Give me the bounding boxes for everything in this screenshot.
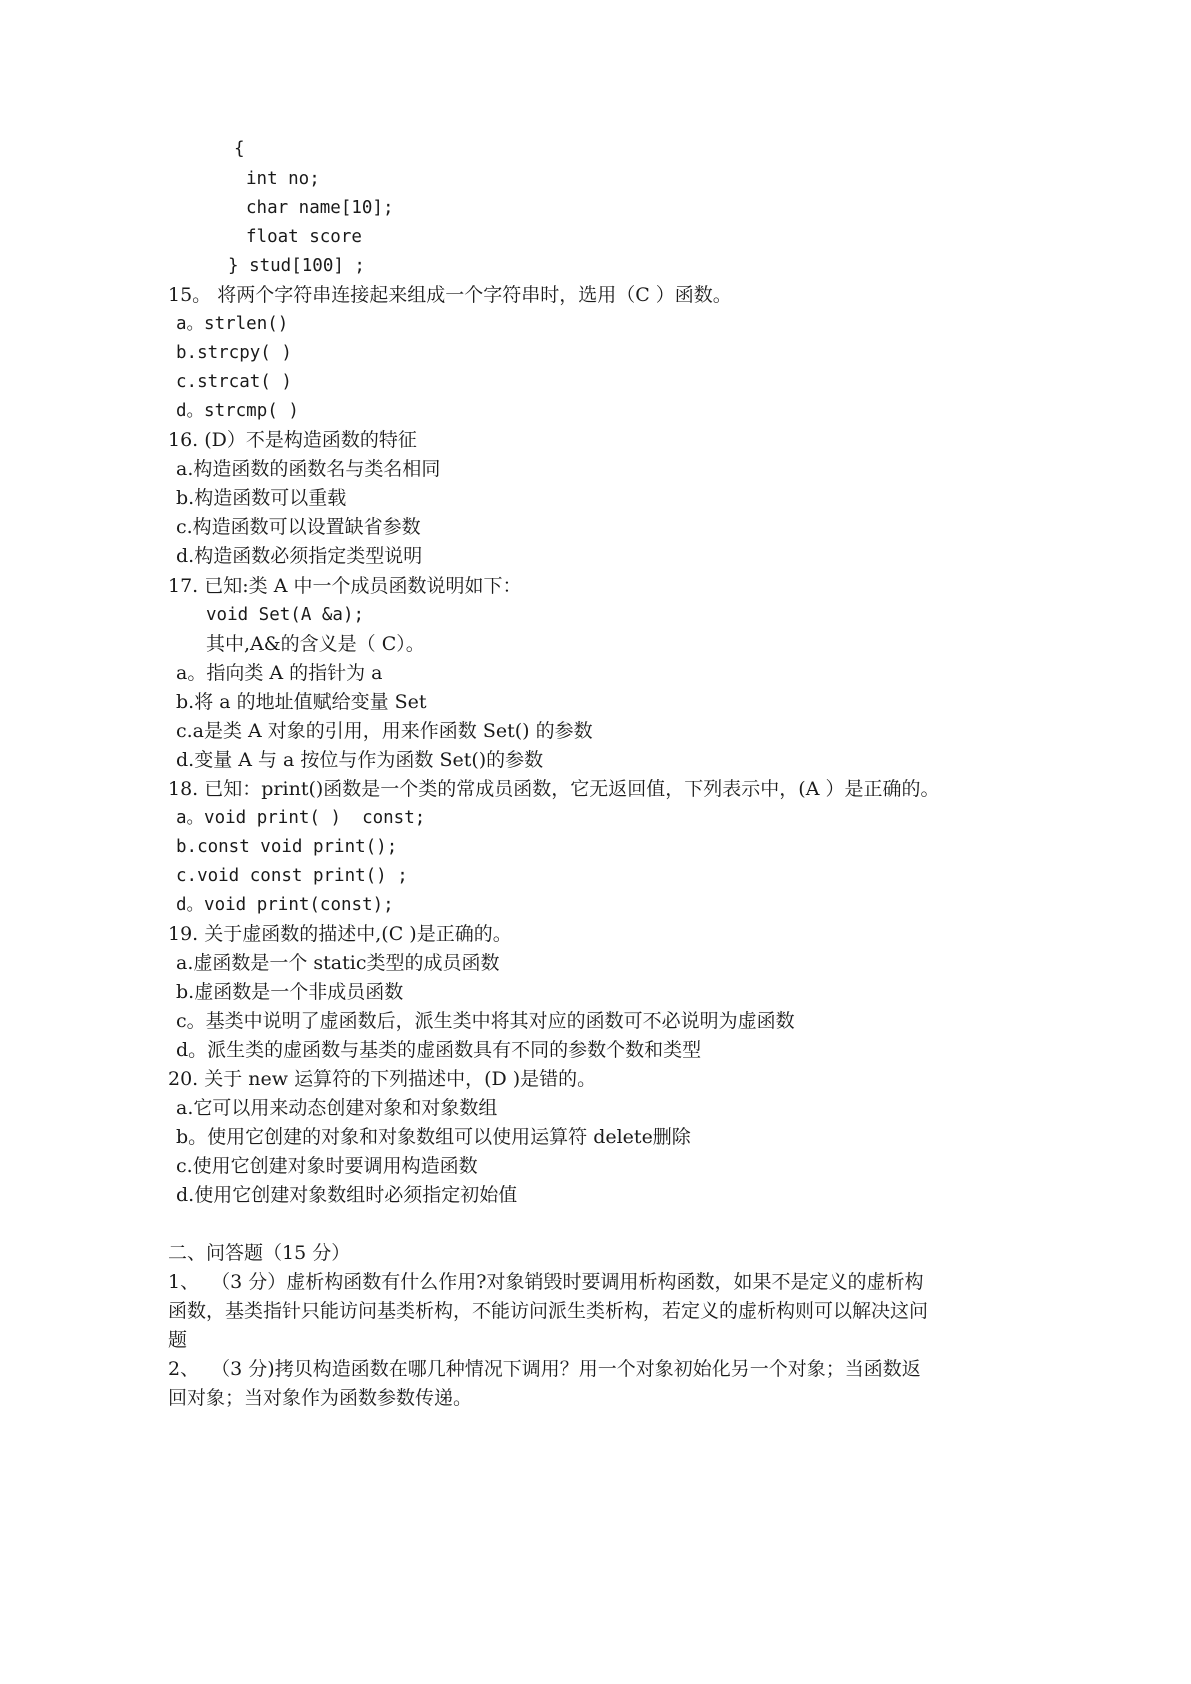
code-line-int: int no;	[246, 169, 320, 189]
section2-q1-line1: 1、 （3 分）虚析构函数有什么作用?对象销毁时要调用析构函数，如果不是定义的虚析构	[168, 1271, 924, 1293]
q20-option-d: d.使用它创建对象数组时必须指定初始值	[176, 1184, 518, 1206]
q17-option-c: c.a是类 A 对象的引用，用来作函数 Set() 的参数	[176, 720, 593, 742]
q15-option-d: d。strcmp( )	[176, 401, 299, 421]
q17-sub: 其中,A&的含义是（ C）。	[206, 633, 425, 655]
q18-option-a: a。void print( ) const;	[176, 808, 426, 828]
q16-question: 16. (D）不是构造函数的特征	[168, 429, 417, 451]
code-line-float: float score	[246, 227, 362, 247]
q17-option-a: a。指向类 A 的指针为 a	[176, 662, 383, 684]
q20-question: 20. 关于 new 运算符的下列描述中，(D )是错的。	[168, 1068, 597, 1090]
q20-option-c: c.使用它创建对象时要调用构造函数	[176, 1155, 478, 1177]
code-close-stud: } stud[100] ;	[228, 256, 365, 276]
q15-option-b: b.strcpy( )	[176, 343, 292, 363]
section2-heading: 二、问答题（15 分）	[168, 1242, 351, 1264]
q20-option-b: b。使用它创建的对象和对象数组可以使用运算符 delete删除	[176, 1126, 691, 1148]
q16-option-c: c.构造函数可以设置缺省参数	[176, 516, 421, 538]
q18-option-c: c.void const print() ;	[176, 866, 408, 886]
q15-option-c: c.strcat( )	[176, 372, 292, 392]
code-open-brace: {	[234, 139, 245, 159]
q17-option-d: d.变量 A 与 a 按位与作为函数 Set()的参数	[176, 749, 544, 771]
q19-option-a: a.虚函数是一个 static类型的成员函数	[176, 952, 500, 974]
section2-q1-line3: 题	[168, 1329, 188, 1351]
q16-option-b: b.构造函数可以重载	[176, 487, 347, 509]
q17-code: void Set(A &a);	[206, 605, 365, 625]
q18-option-d: d。void print(const);	[176, 895, 394, 915]
q19-option-c: c。基类中说明了虚函数后，派生类中将其对应的函数可不必说明为虚函数	[176, 1010, 795, 1032]
code-line-char: char name[10];	[246, 198, 394, 218]
q19-option-b: b.虚函数是一个非成员函数	[176, 981, 404, 1003]
q17-question: 17. 已知:类 A 中一个成员函数说明如下：	[168, 575, 522, 597]
q18-option-b: b.const void print();	[176, 837, 398, 857]
q19-question: 19. 关于虚函数的描述中,(C )是正确的。	[168, 923, 512, 945]
section2-q1-line2: 函数，基类指针只能访问基类析构，不能访问派生类析构，若定义的虚析构则可以解决这问	[168, 1300, 929, 1322]
q15-question: 15。 将两个字符串连接起来组成一个字符串时，选用（C ）函数。	[168, 284, 732, 306]
q17-option-b: b.将 a 的地址值赋给变量 Set	[176, 691, 427, 713]
q19-option-d: d。派生类的虚函数与基类的虚函数具有不同的参数个数和类型	[176, 1039, 702, 1061]
q20-option-a: a.它可以用来动态创建对象和对象数组	[176, 1097, 498, 1119]
section2-q2-line1: 2、 （3 分)拷贝构造函数在哪几种情况下调用？用一个对象初始化另一个对象；当函数返	[168, 1358, 921, 1380]
q18-question: 18. 已知：print()函数是一个类的常成员函数，它无返回值，下列表示中，(A ）是正确的。	[168, 778, 940, 800]
q16-option-d: d.构造函数必须指定类型说明	[176, 545, 423, 567]
q15-option-a: a。strlen()	[176, 314, 289, 334]
section2-q2-line2: 回对象；当对象作为函数参数传递。	[168, 1387, 473, 1409]
q16-option-a: a.构造函数的函数名与类名相同	[176, 458, 441, 480]
